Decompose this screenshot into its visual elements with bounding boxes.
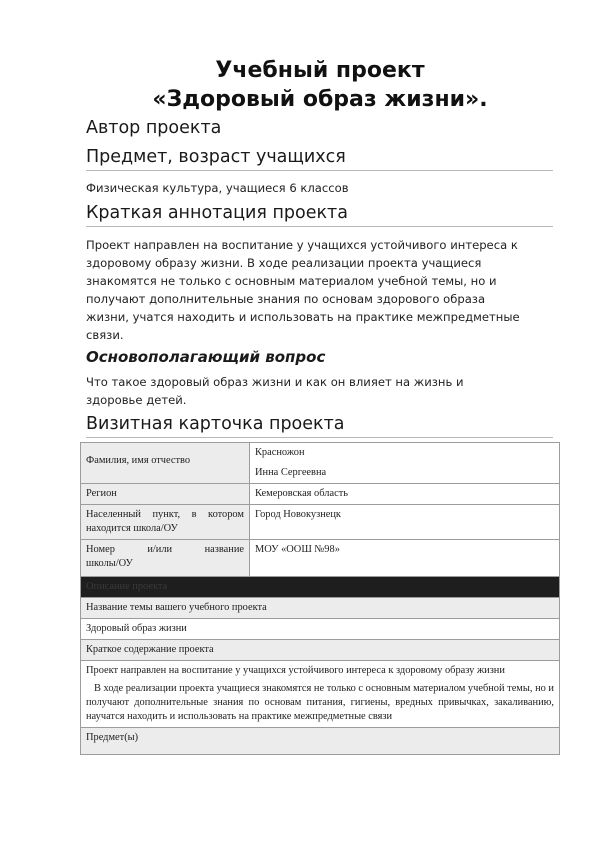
table-row bbox=[81, 577, 560, 598]
region-label: Регион bbox=[81, 484, 250, 505]
table-row bbox=[81, 484, 560, 505]
question-line: Что такое здоровый образ жизни и как он влияет на жизнь и bbox=[86, 375, 464, 389]
table-row bbox=[81, 728, 560, 755]
summary-line: знакомятся не только с основным материалом учебной темы, но и bbox=[86, 274, 497, 288]
fio-last-name: Красножон bbox=[255, 447, 305, 458]
city-label-line: Населенный пункт, в котором bbox=[86, 509, 244, 520]
summary-heading: Краткая аннотация проекта bbox=[86, 202, 553, 227]
content-paragraph-1: Проект направлен на воспитание у учащихся устойчивого интереса к здоровому образу жизни bbox=[86, 665, 505, 676]
document-title-line-2: «Здоровый образ жизни». bbox=[152, 87, 488, 112]
subject-text-line: Физическая культура, учащиеся 6 классов bbox=[86, 181, 349, 195]
table-row bbox=[81, 640, 560, 661]
question-text bbox=[86, 373, 556, 409]
topic-label: Название темы вашего учебного проекта bbox=[81, 598, 560, 619]
summary-line: связи. bbox=[86, 328, 124, 342]
card-heading: Визитная карточка проекта bbox=[86, 413, 553, 438]
author-heading: Автор проекта bbox=[86, 118, 222, 138]
question-heading: Основополагающий вопрос bbox=[86, 348, 326, 366]
city-label bbox=[81, 505, 250, 540]
fio-label: Фамилия, имя отчество bbox=[81, 443, 250, 484]
table-row bbox=[81, 619, 560, 640]
document-title-line-1: Учебный проект bbox=[215, 58, 425, 83]
topic-value: Здоровый образ жизни bbox=[81, 619, 560, 640]
subject-text bbox=[86, 179, 556, 197]
summary-line: здоровому образу жизни. В ходе реализации проекта учащиеся bbox=[86, 256, 482, 270]
question-line: здоровье детей. bbox=[86, 393, 187, 407]
description-banner: Описание проекта bbox=[81, 577, 560, 598]
region-value: Кемеровская область bbox=[250, 484, 560, 505]
summary-line: Проект направлен на воспитание у учащихся устойчивого интереса к bbox=[86, 238, 518, 252]
school-label bbox=[81, 540, 250, 577]
fio-value bbox=[250, 443, 560, 484]
content-text bbox=[81, 661, 560, 728]
project-card-table bbox=[80, 442, 560, 755]
city-value: Город Новокузнецк bbox=[250, 505, 560, 540]
school-label-line: школы/ОУ bbox=[86, 558, 133, 569]
table-row bbox=[81, 505, 560, 540]
content-paragraph-2: В ходе реализации проекта учащиеся знакомятся не только с основным материалом учебной темы, но и получают дополнительные знания по основам питания, гигиены, вредных привычках, закаливанию, научатся находить и использовать на практике межпредметные связи bbox=[86, 683, 554, 722]
table-row bbox=[81, 443, 560, 484]
table-row bbox=[81, 661, 560, 728]
fio-first-name: Инна Сергеевна bbox=[255, 467, 327, 478]
table-row bbox=[81, 598, 560, 619]
city-label-line: находится школа/ОУ bbox=[86, 523, 178, 534]
summary-line: получают дополнительные знания по основам здорового образа bbox=[86, 292, 486, 306]
summary-text bbox=[86, 236, 556, 344]
school-label-line: Номер и/или название bbox=[86, 544, 244, 555]
summary-line: жизни, учатся находить и использовать на практике межпредметные bbox=[86, 310, 520, 324]
table-row bbox=[81, 540, 560, 577]
content-label: Краткое содержание проекта bbox=[81, 640, 560, 661]
subject-heading: Предмет, возраст учащихся bbox=[86, 146, 553, 171]
school-value: МОУ «ООШ №98» bbox=[250, 540, 560, 577]
subjects-label: Предмет(ы) bbox=[81, 728, 560, 755]
